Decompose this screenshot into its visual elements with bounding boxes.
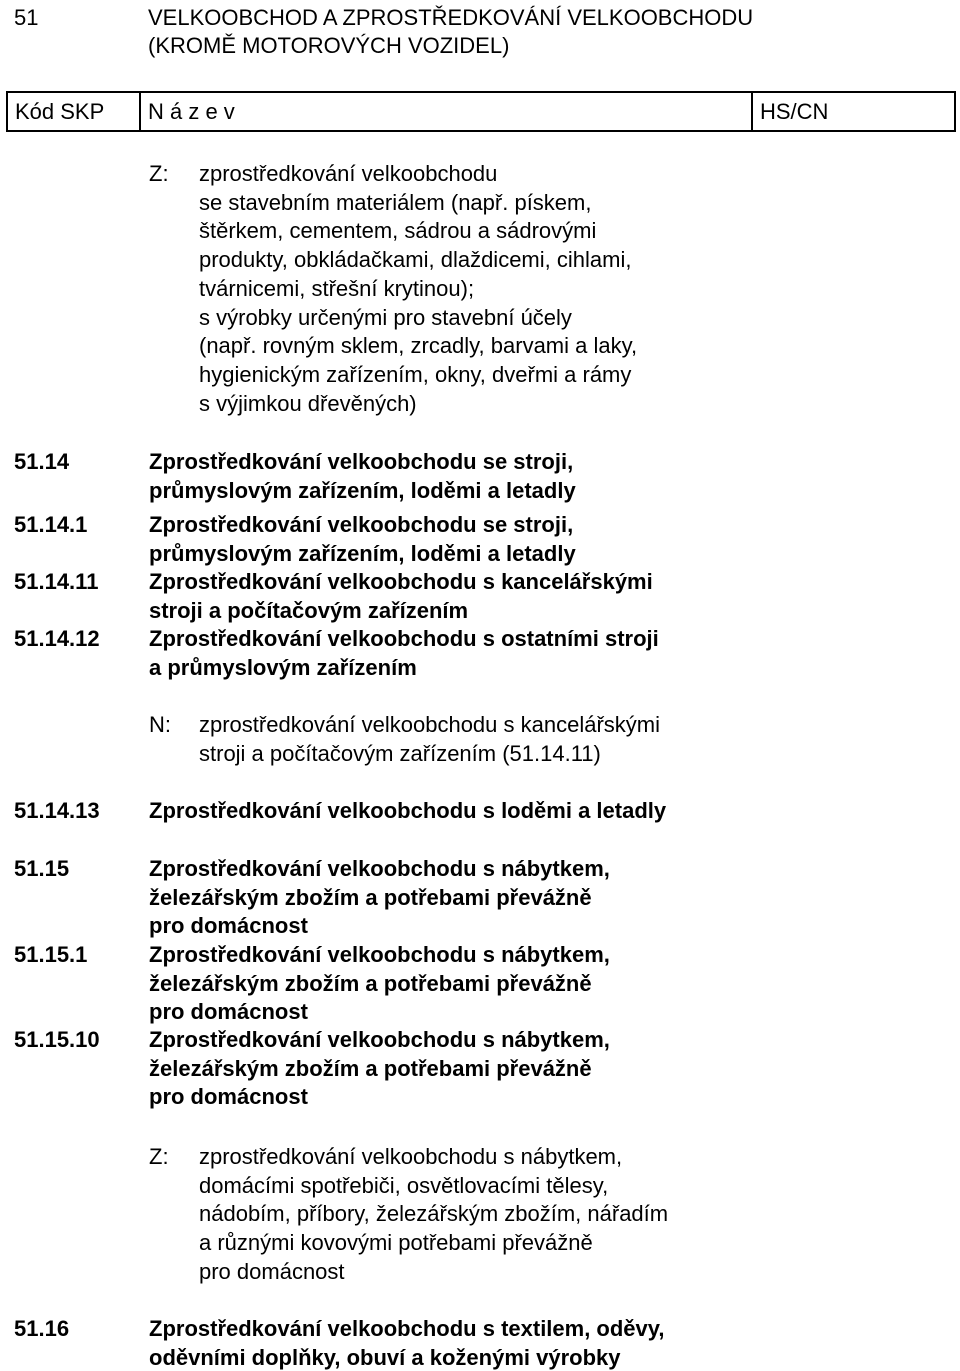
entry-name: Zprostředkování velkoobchodu s ostatními stroji a průmyslovým zařízením bbox=[149, 626, 659, 680]
note-block bbox=[149, 160, 919, 418]
section-code: 51 bbox=[14, 5, 39, 30]
classification-entry bbox=[14, 625, 949, 682]
entry-name: Zprostředkování velkoobchodu s kancelářskými stroji a počítačovým zařízením bbox=[149, 569, 653, 623]
entry-name: Zprostředkování velkoobchodu s nábytkem, železářským zbožím a potřebami převážně pro domácnost bbox=[149, 1027, 610, 1110]
entry-code: 51.14.11 bbox=[14, 569, 99, 594]
note-tag: Z: bbox=[149, 161, 169, 186]
section-title-line-1: VELKOOBCHOD A ZPROSTŘEDKOVÁNÍ VELKOOBCHODU bbox=[148, 5, 754, 30]
entry-code: 51.14.1 bbox=[14, 512, 88, 537]
section-header-line-1 bbox=[14, 4, 954, 32]
entry-code: 51.14 bbox=[14, 449, 70, 474]
entry-name: Zprostředkování velkoobchodu se stroji, průmyslovým zařízením, loděmi a letadly bbox=[149, 449, 576, 503]
note-text: zprostředkování velkoobchodu s nábytkem, domácími spotřebiči, osvětlovacími tělesy, nádobím, příbory, železářským zbožím, nářadím a různými kovovými potřebami převážně pro domácnost bbox=[199, 1144, 669, 1284]
entry-name: Zprostředkování velkoobchodu s nábytkem, železářským zbožím a potřebami převážně pro domácnost bbox=[149, 856, 610, 939]
entry-code: 51.16 bbox=[14, 1316, 70, 1341]
entry-name: Zprostředkování velkoobchodu s textilem, oděvy, oděvními doplňky, obuví a koženými výrobky bbox=[149, 1316, 665, 1370]
section-title-line-2: (KROMĚ MOTOROVÝCH VOZIDEL) bbox=[148, 33, 510, 58]
column-header-code: Kód SKP bbox=[8, 93, 141, 130]
entry-code: 51.15.1 bbox=[14, 942, 88, 967]
entry-name: Zprostředkování velkoobchodu se stroji, průmyslovým zařízením, loděmi a letadly bbox=[149, 512, 576, 566]
classification-entry bbox=[14, 797, 949, 826]
classification-entry bbox=[14, 855, 949, 941]
classification-entry bbox=[14, 941, 949, 1027]
entry-code: 51.15 bbox=[14, 856, 70, 881]
note-tag: N: bbox=[149, 712, 171, 737]
note-block bbox=[149, 1143, 919, 1287]
entry-code: 51.14.13 bbox=[14, 798, 100, 823]
note-text: zprostředkování velkoobchodu se stavebním materiálem (např. pískem, štěrkem, cementem, sádrou a sádrovými produkty, obkládačkami, dlaždicemi, cihlami, tvárnicemi, střešní krytinou); s výrobky určenými pro stavební účely (např. rovným sklem, zrcadly, barvami a laky, hygienickým zařízením, okny, dveřmi a rámy s výjimkou dřevěných) bbox=[199, 161, 638, 416]
column-header-table bbox=[6, 91, 956, 132]
classification-entry bbox=[14, 1026, 949, 1112]
note-block bbox=[149, 711, 919, 768]
section-code-spacer bbox=[14, 32, 148, 60]
classification-entry bbox=[14, 568, 949, 625]
section-header-line-2 bbox=[14, 32, 954, 60]
classification-entry bbox=[14, 448, 949, 505]
note-text: zprostředkování velkoobchodu s kancelářskými stroji a počítačovým zařízením (51.14.11) bbox=[199, 712, 661, 766]
entry-code: 51.14.12 bbox=[14, 626, 100, 651]
entry-name: Zprostředkování velkoobchodu s loděmi a letadly bbox=[149, 798, 667, 823]
classification-entry bbox=[14, 511, 949, 568]
entry-code: 51.15.10 bbox=[14, 1027, 100, 1052]
column-header-hs-cn: HS/CN bbox=[760, 99, 829, 124]
classification-entry bbox=[14, 1315, 949, 1371]
column-header-name: N á z e v bbox=[141, 93, 753, 130]
section-header bbox=[14, 4, 954, 60]
note-tag: Z: bbox=[149, 1144, 169, 1169]
entry-name: Zprostředkování velkoobchodu s nábytkem, železářským zbožím a potřebami převážně pro domácnost bbox=[149, 942, 610, 1025]
